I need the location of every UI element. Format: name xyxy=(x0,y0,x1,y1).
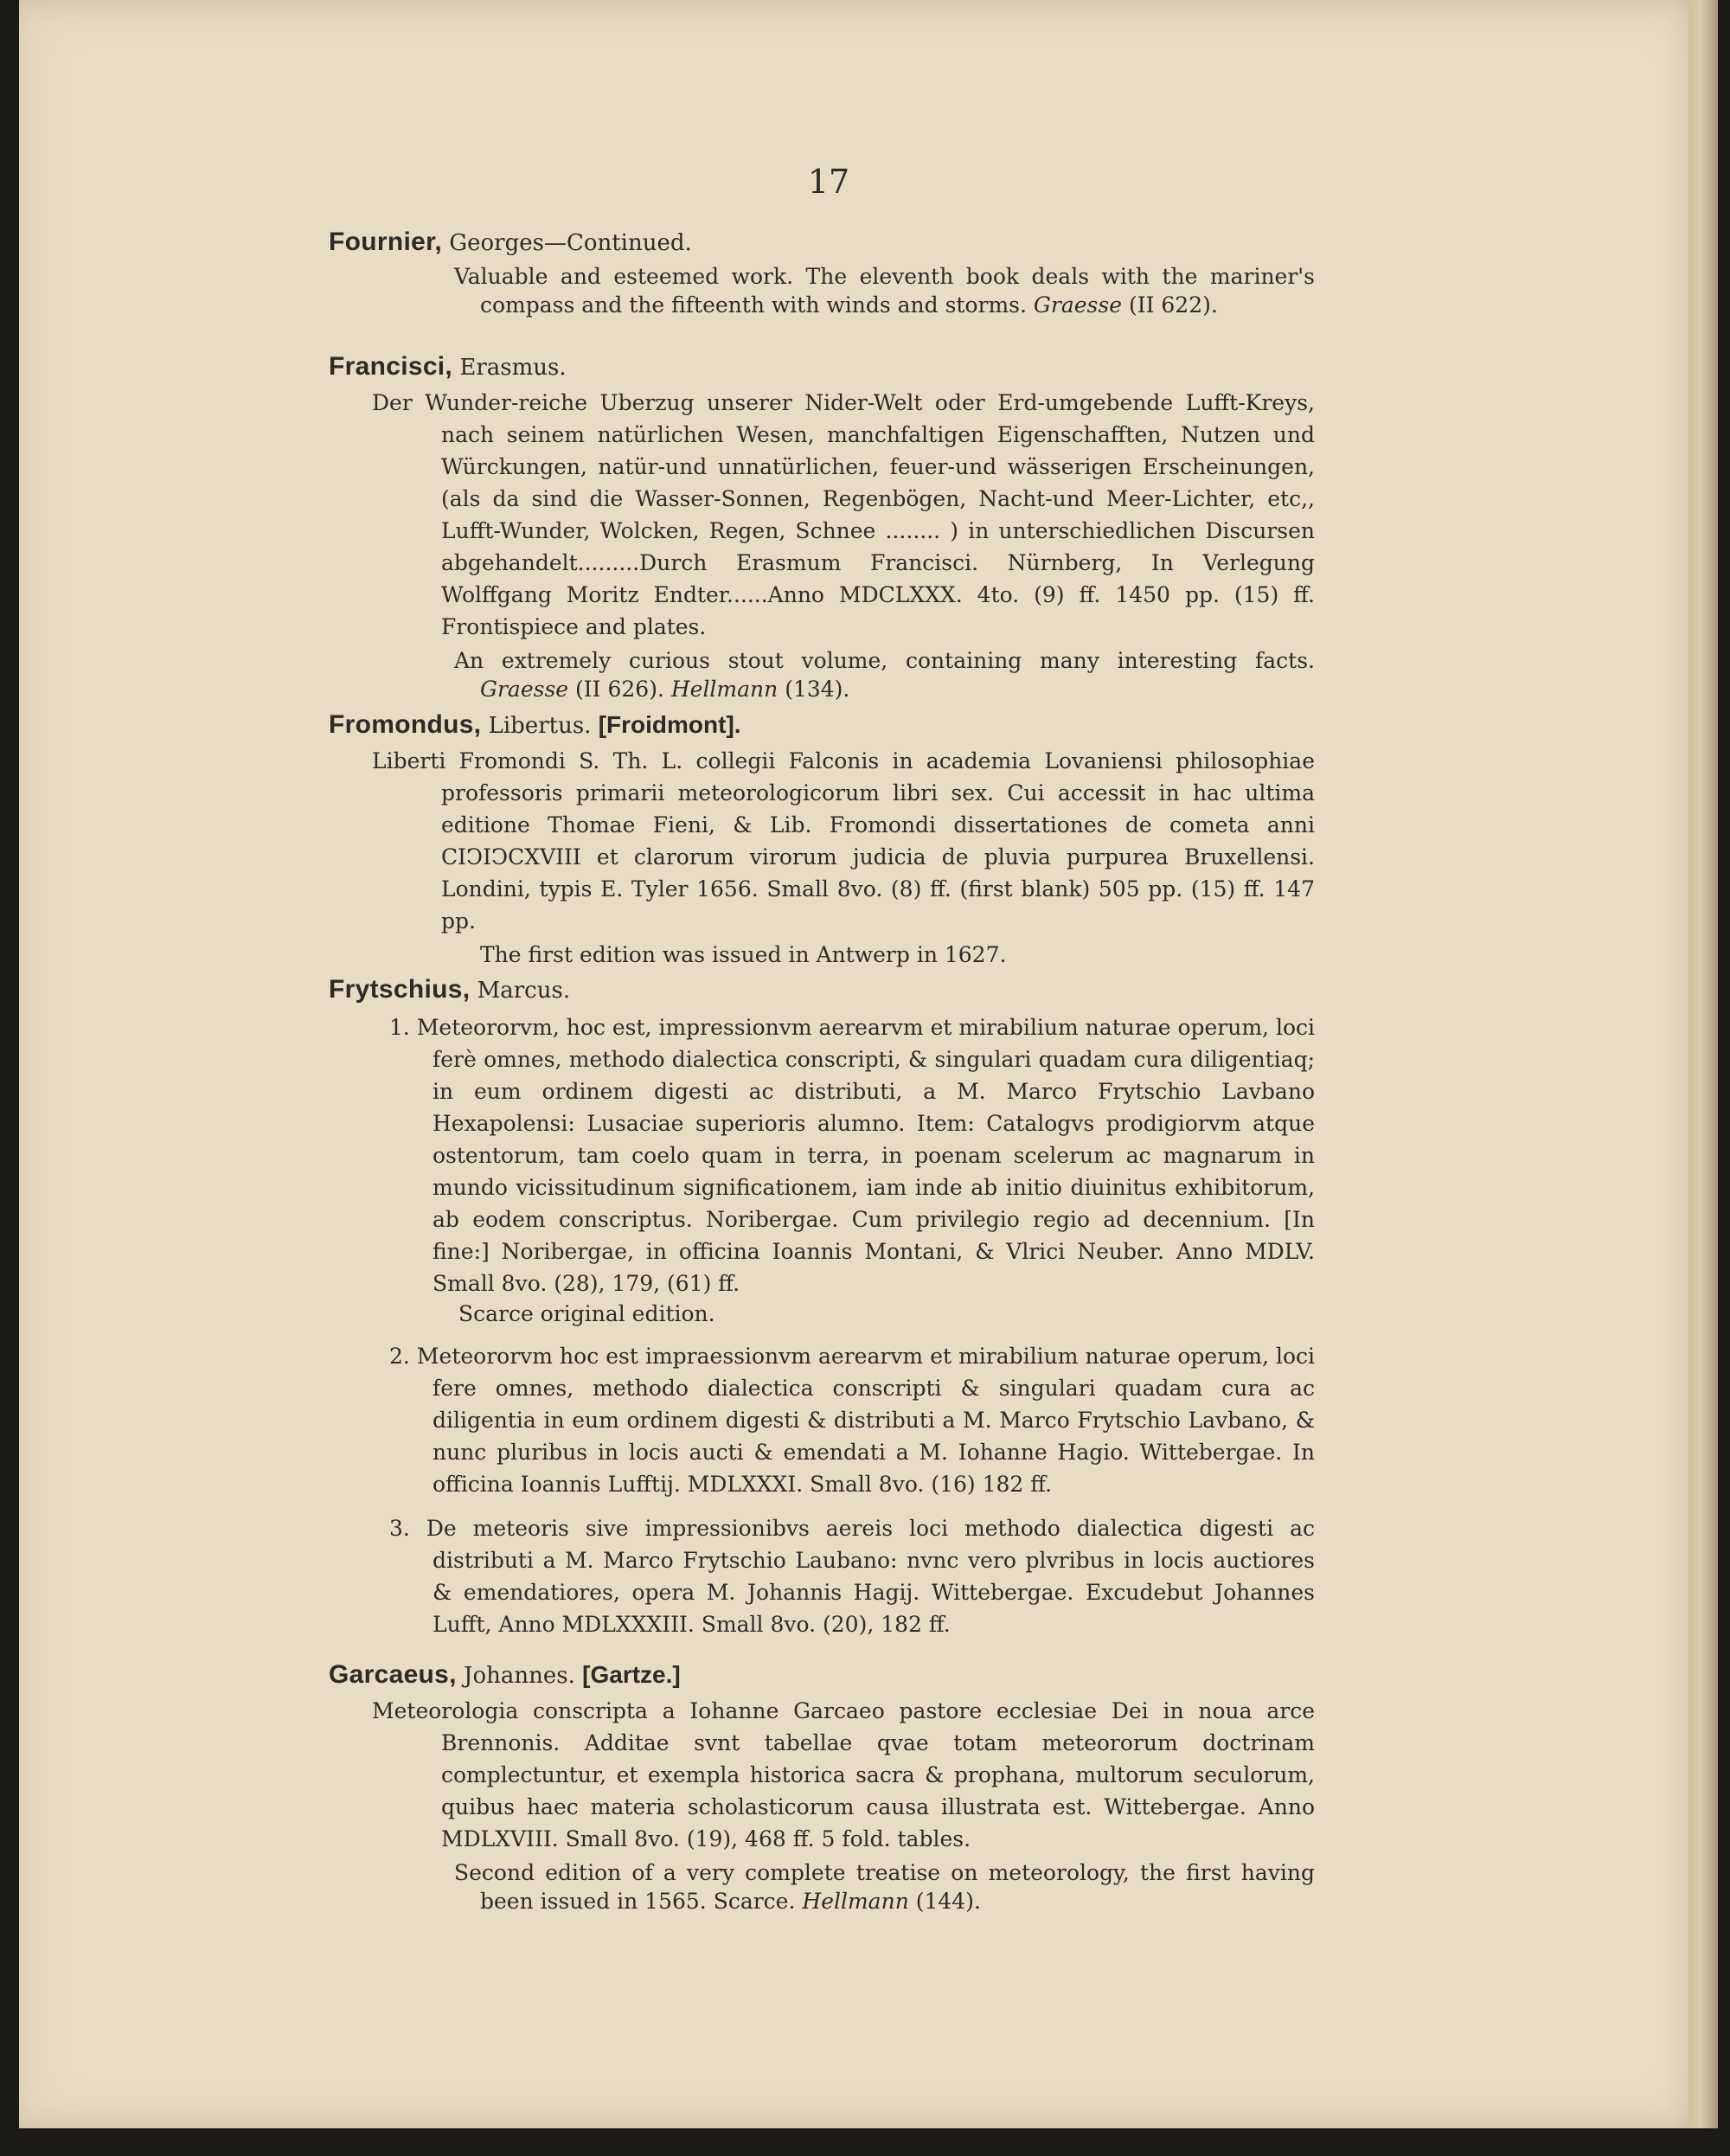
entry-fournier xyxy=(329,227,1315,319)
entry-heading xyxy=(329,351,1315,383)
author-rest: Johannes. xyxy=(456,1663,583,1689)
numbered-item xyxy=(389,1011,1315,1299)
item-note: Scarce original edition. xyxy=(458,1301,715,1326)
entry-note: Valuable and esteemed work. The eleventh book deals with the mariner's compass and the fifteenth with winds and storms. Graesse (II 622). xyxy=(454,264,1315,318)
entry-note: An extremely curious stout volume, containing many interesting facts. Graesse (II 626). Hellmann (134). xyxy=(454,648,1315,702)
entry-garcaeus xyxy=(329,1659,1315,1915)
entry-heading xyxy=(329,974,1315,1006)
author-name: Francisci, xyxy=(329,352,453,381)
item-number: 3. xyxy=(389,1516,410,1541)
entry-heading xyxy=(329,227,1315,259)
reference: Hellmann xyxy=(670,677,778,702)
entry-heading xyxy=(329,709,1315,741)
author-rest: Erasmus. xyxy=(452,355,567,381)
entry-title: Der Wunder-reiche Uberzug unserer Nider-Welt oder Erd-umgebende Lufft-Kreys, nach seinem natürlichen Wesen, manchfaltigen Eigenschafften, Nutzen und Würckungen, natür-und unnatürlichen, feuer-und wässerigen Erscheinungen, (als da sind die Wasser-Sonnen, Regenbögen, Nacht-und Meer-Lichter, etc,, Lufft-Wunder, Wolcken, Regen, Schnee ........ ) in unterschiedlichen Discursen abgehandelt.........Durch Erasmum Francisci. Nürnberg, In Verlegung Wolffgang Moritz Endter......Anno MDCLXXX. 4to. (9) ff. 1450 pp. (15) ff. Frontispiece and plates. xyxy=(372,390,1315,639)
author-rest: Marcus. xyxy=(470,978,571,1004)
item-text: Meteororvm, hoc est, impressionvm aerearvm et mirabilium naturae operum, loci ferè omnes, methodo dialectica conscripti, & singulari quadam cura diligentiaq; in eum ordinem digesti ac distributi, a M. Marco Frytschio Lavbano Hexapolensi: Lusaciae superioris alumno. Item: Catalogvs prodigiorvm atque ostentorum, tam coelo quam in terra, in poenam scelerum ac magnarum in mundo vicissitudinum significationem, iam inde ab initio diuinitus exhibitorum, ab eodem conscriptus. Noribergae. Cum privilegio regio ad decennium. [In fine:] Noribergae, in officina Ioannis Montani, & Vlrici Neuber. Anno MDLV. Small 8vo. (28), 179, (61) ff. xyxy=(416,1015,1315,1296)
author-alias: [Gartze.] xyxy=(582,1661,681,1688)
page-edge xyxy=(1688,0,1718,2128)
reference: Graesse xyxy=(1033,292,1122,318)
author-name: Fromondus, xyxy=(329,710,482,739)
author-name: Fournier, xyxy=(329,228,443,256)
entry-title: Liberti Fromondi S. Th. L. collegii Falconis in academia Lovaniensi philosophiae professoris primarii meteorologicorum libri sex. Cui accessit in hac ultima editione Thomae Fieni, & Lib. Fromondi dissertationes de cometa anni CIϽIϽCXVIII et clarorum virorum judicia de pluvia purpurea Bruxellensi. Londini, typis E. Tyler 1656. Small 8vo. (8) ff. (first blank) 505 pp. (15) ff. 147 pp. xyxy=(372,748,1315,934)
author-name: Frytschius, xyxy=(329,975,471,1004)
author-name: Garcaeus, xyxy=(329,1660,457,1689)
entry-fromondus xyxy=(329,709,1315,969)
author-rest: Georges—Continued. xyxy=(442,230,692,256)
numbered-item xyxy=(389,1512,1315,1640)
item-number: 2. xyxy=(389,1344,410,1369)
reference: Hellmann xyxy=(802,1889,909,1914)
entry-francisci xyxy=(329,351,1315,703)
page-number: 17 xyxy=(807,163,850,201)
author-alias: [Froidmont]. xyxy=(598,711,741,738)
entry-note: The first edition was issued in Antwerp in 1627. xyxy=(480,942,1007,967)
item-text: Meteororvm hoc est impraessionvm aerearvm et mirabilium naturae operum, loci fere omnes, methodo dialectica conscripti & singulari quadam cura ac diligentia in eum ordinem digesti & distributi a M. Marco Frytschio Lavbano, & nunc pluribus in locis aucti & emendati a M. Iohanne Hagio. Wittebergae. In officina Ioannis Lufftij. MDLXXXI. Small 8vo. (16) 182 ff. xyxy=(416,1344,1315,1497)
item-text: De meteoris sive impressionibvs aereis loci methodo dialectica digesti ac distributi a M. Marco Frytschio Laubano: nvnc vero plvribus in locis auctiores & emendatiores, opera M. Johannis Hagij. Wittebergae. Excudebut Johannes Lufft, Anno MDLXXXIII. Small 8vo. (20), 182 ff. xyxy=(426,1516,1315,1637)
item-number: 1. xyxy=(389,1015,410,1040)
numbered-item xyxy=(389,1340,1315,1500)
entry-heading xyxy=(329,1659,1315,1691)
author-rest: Libertus. xyxy=(481,713,599,739)
reference: Graesse xyxy=(480,677,569,702)
entry-note: Second edition of a very complete treatise on meteorology, the first having been issued in 1565. Scarce. Hellmann (144). xyxy=(454,1860,1315,1914)
entry-title: Meteorologia conscripta a Iohanne Garcaeo pastore ecclesiae Dei in noua arce Brennonis. Additae svnt tabellae qvae totam meteororum doctrinam complectuntur, et exempla historica sacra & prophana, multorum seculorum, quibus haec materia scholasticorum causa illustrata est. Wittebergae. Anno MDLXVIII. Small 8vo. (19), 468 ff. 5 fold. tables. xyxy=(372,1698,1315,1851)
entry-frytschius xyxy=(329,974,1315,1640)
